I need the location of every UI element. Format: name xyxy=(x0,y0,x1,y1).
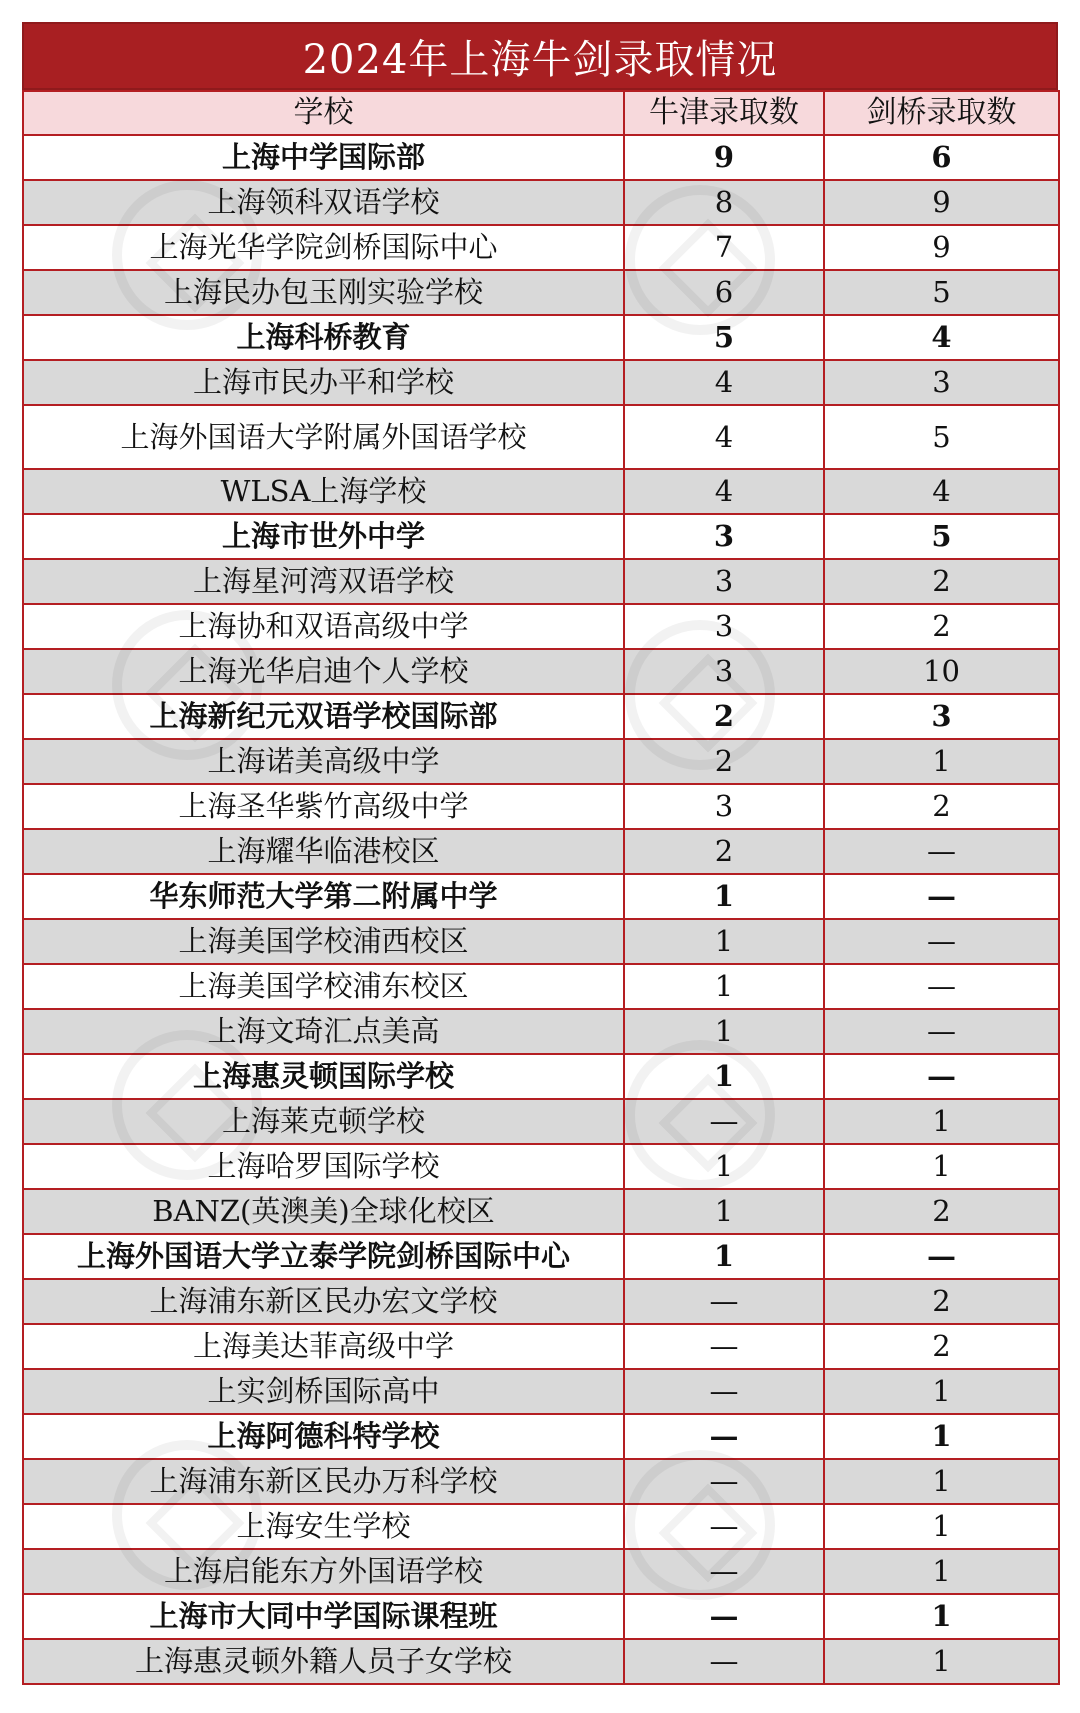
cambridge-count: — xyxy=(824,919,1059,964)
table-row xyxy=(23,180,1059,225)
cambridge-count: — xyxy=(824,1234,1059,1279)
table-row xyxy=(23,405,1059,469)
column-header-school: 学校 xyxy=(23,91,624,135)
cambridge-count: 4 xyxy=(824,315,1059,360)
school-name: 上海中学国际部 xyxy=(23,135,624,180)
school-name: 上海科桥教育 xyxy=(23,315,624,360)
school-name: 上海民办包玉刚实验学校 xyxy=(23,270,624,315)
oxford-count: 4 xyxy=(624,360,824,405)
table-row xyxy=(23,1009,1059,1054)
table-row xyxy=(23,360,1059,405)
oxford-count: 8 xyxy=(624,180,824,225)
cambridge-count: 1 xyxy=(824,1639,1059,1684)
school-name: 上海浦东新区民办宏文学校 xyxy=(23,1279,624,1324)
cambridge-count: 9 xyxy=(824,180,1059,225)
admissions-sheet xyxy=(22,22,1058,1685)
school-name: 上海启能东方外国语学校 xyxy=(23,1549,624,1594)
table-row xyxy=(23,1459,1059,1504)
cambridge-count: — xyxy=(824,1009,1059,1054)
oxford-count: 3 xyxy=(624,559,824,604)
cambridge-count: 5 xyxy=(824,405,1059,469)
cambridge-count: 9 xyxy=(824,225,1059,270)
table-row xyxy=(23,1099,1059,1144)
cambridge-count: 3 xyxy=(824,360,1059,405)
cambridge-count: 1 xyxy=(824,1594,1059,1639)
table-row xyxy=(23,604,1059,649)
table-row xyxy=(23,874,1059,919)
cambridge-count: 2 xyxy=(824,604,1059,649)
cambridge-count: — xyxy=(824,829,1059,874)
cambridge-count: 1 xyxy=(824,1459,1059,1504)
school-name: 上海诺美高级中学 xyxy=(23,739,624,784)
oxford-count: 5 xyxy=(624,315,824,360)
table-row xyxy=(23,315,1059,360)
table-row xyxy=(23,1324,1059,1369)
table-row xyxy=(23,1594,1059,1639)
school-name: 上海美国学校浦东校区 xyxy=(23,964,624,1009)
oxford-count: 2 xyxy=(624,739,824,784)
table-row xyxy=(23,135,1059,180)
cambridge-count: 6 xyxy=(824,135,1059,180)
school-name: 上海文琦汇点美高 xyxy=(23,1009,624,1054)
oxford-count: — xyxy=(624,1639,824,1684)
oxford-count: — xyxy=(624,1279,824,1324)
cambridge-count: 1 xyxy=(824,739,1059,784)
cambridge-count: — xyxy=(824,964,1059,1009)
oxford-count: 1 xyxy=(624,1144,824,1189)
school-name: 上海美达菲高级中学 xyxy=(23,1324,624,1369)
table-row xyxy=(23,1234,1059,1279)
school-name: 华东师范大学第二附属中学 xyxy=(23,874,624,919)
school-name: 上海协和双语高级中学 xyxy=(23,604,624,649)
table-row xyxy=(23,694,1059,739)
oxford-count: 6 xyxy=(624,270,824,315)
oxford-count: 3 xyxy=(624,784,824,829)
school-name: 上海阿德科特学校 xyxy=(23,1414,624,1459)
table-row xyxy=(23,469,1059,514)
oxford-count: — xyxy=(624,1324,824,1369)
oxford-count: 4 xyxy=(624,469,824,514)
admissions-table xyxy=(22,90,1060,1685)
cambridge-count: 2 xyxy=(824,784,1059,829)
school-name: 上海莱克顿学校 xyxy=(23,1099,624,1144)
cambridge-count: 10 xyxy=(824,649,1059,694)
table-row xyxy=(23,919,1059,964)
school-name: 上海惠灵顿外籍人员子女学校 xyxy=(23,1639,624,1684)
table-row xyxy=(23,1144,1059,1189)
cambridge-count: 5 xyxy=(824,514,1059,559)
column-header-cambridge: 剑桥录取数 xyxy=(824,91,1059,135)
oxford-count: 3 xyxy=(624,604,824,649)
oxford-count: 1 xyxy=(624,1189,824,1234)
cambridge-count: 1 xyxy=(824,1414,1059,1459)
oxford-count: — xyxy=(624,1594,824,1639)
oxford-count: — xyxy=(624,1414,824,1459)
table-row xyxy=(23,1369,1059,1414)
school-name: 上海光华启迪个人学校 xyxy=(23,649,624,694)
table-row xyxy=(23,784,1059,829)
table-row xyxy=(23,270,1059,315)
oxford-count: 1 xyxy=(624,1234,824,1279)
table-row xyxy=(23,1054,1059,1099)
oxford-count: — xyxy=(624,1549,824,1594)
cambridge-count: 2 xyxy=(824,1324,1059,1369)
school-name: 上海美国学校浦西校区 xyxy=(23,919,624,964)
oxford-count: 3 xyxy=(624,514,824,559)
school-name: 上海惠灵顿国际学校 xyxy=(23,1054,624,1099)
school-name: 上海市民办平和学校 xyxy=(23,360,624,405)
cambridge-count: 2 xyxy=(824,1279,1059,1324)
table-row xyxy=(23,1549,1059,1594)
table-row xyxy=(23,1279,1059,1324)
table-row xyxy=(23,1189,1059,1234)
table-row xyxy=(23,514,1059,559)
table-row xyxy=(23,1414,1059,1459)
table-row xyxy=(23,829,1059,874)
school-name: 上海外国语大学附属外国语学校 xyxy=(23,405,624,469)
school-name: WLSA上海学校 xyxy=(23,469,624,514)
oxford-count: 2 xyxy=(624,829,824,874)
oxford-count: 9 xyxy=(624,135,824,180)
oxford-count: 4 xyxy=(624,405,824,469)
table-row xyxy=(23,1504,1059,1549)
oxford-count: — xyxy=(624,1504,824,1549)
oxford-count: — xyxy=(624,1369,824,1414)
cambridge-count: 1 xyxy=(824,1504,1059,1549)
school-name: 上海浦东新区民办万科学校 xyxy=(23,1459,624,1504)
cambridge-count: 2 xyxy=(824,1189,1059,1234)
school-name: BANZ(英澳美)全球化校区 xyxy=(23,1189,624,1234)
table-row xyxy=(23,739,1059,784)
school-name: 上海外国语大学立泰学院剑桥国际中心 xyxy=(23,1234,624,1279)
table-row xyxy=(23,225,1059,270)
cambridge-count: 5 xyxy=(824,270,1059,315)
oxford-count: 1 xyxy=(624,1054,824,1099)
oxford-count: 1 xyxy=(624,874,824,919)
table-row xyxy=(23,1639,1059,1684)
school-name: 上海圣华紫竹高级中学 xyxy=(23,784,624,829)
oxford-count: — xyxy=(624,1099,824,1144)
cambridge-count: 1 xyxy=(824,1099,1059,1144)
school-name: 上海新纪元双语学校国际部 xyxy=(23,694,624,739)
oxford-count: 3 xyxy=(624,649,824,694)
table-row xyxy=(23,649,1059,694)
cambridge-count: 1 xyxy=(824,1369,1059,1414)
cambridge-count: 1 xyxy=(824,1144,1059,1189)
school-name: 上实剑桥国际高中 xyxy=(23,1369,624,1414)
oxford-count: 2 xyxy=(624,694,824,739)
cambridge-count: 4 xyxy=(824,469,1059,514)
oxford-count: 7 xyxy=(624,225,824,270)
cambridge-count: 3 xyxy=(824,694,1059,739)
table-row xyxy=(23,559,1059,604)
table-row xyxy=(23,964,1059,1009)
school-name: 上海安生学校 xyxy=(23,1504,624,1549)
school-name: 上海光华学院剑桥国际中心 xyxy=(23,225,624,270)
table-title: 2024年上海牛剑录取情况 xyxy=(22,22,1058,90)
school-name: 上海哈罗国际学校 xyxy=(23,1144,624,1189)
header-row xyxy=(23,91,1059,135)
table-body xyxy=(23,135,1059,1684)
school-name: 上海市大同中学国际课程班 xyxy=(23,1594,624,1639)
school-name: 上海耀华临港校区 xyxy=(23,829,624,874)
school-name: 上海领科双语学校 xyxy=(23,180,624,225)
oxford-count: 1 xyxy=(624,964,824,1009)
oxford-count: 1 xyxy=(624,1009,824,1054)
oxford-count: 1 xyxy=(624,919,824,964)
cambridge-count: — xyxy=(824,874,1059,919)
column-header-oxford: 牛津录取数 xyxy=(624,91,824,135)
cambridge-count: 1 xyxy=(824,1549,1059,1594)
cambridge-count: 2 xyxy=(824,559,1059,604)
school-name: 上海星河湾双语学校 xyxy=(23,559,624,604)
cambridge-count: — xyxy=(824,1054,1059,1099)
school-name: 上海市世外中学 xyxy=(23,514,624,559)
oxford-count: — xyxy=(624,1459,824,1504)
